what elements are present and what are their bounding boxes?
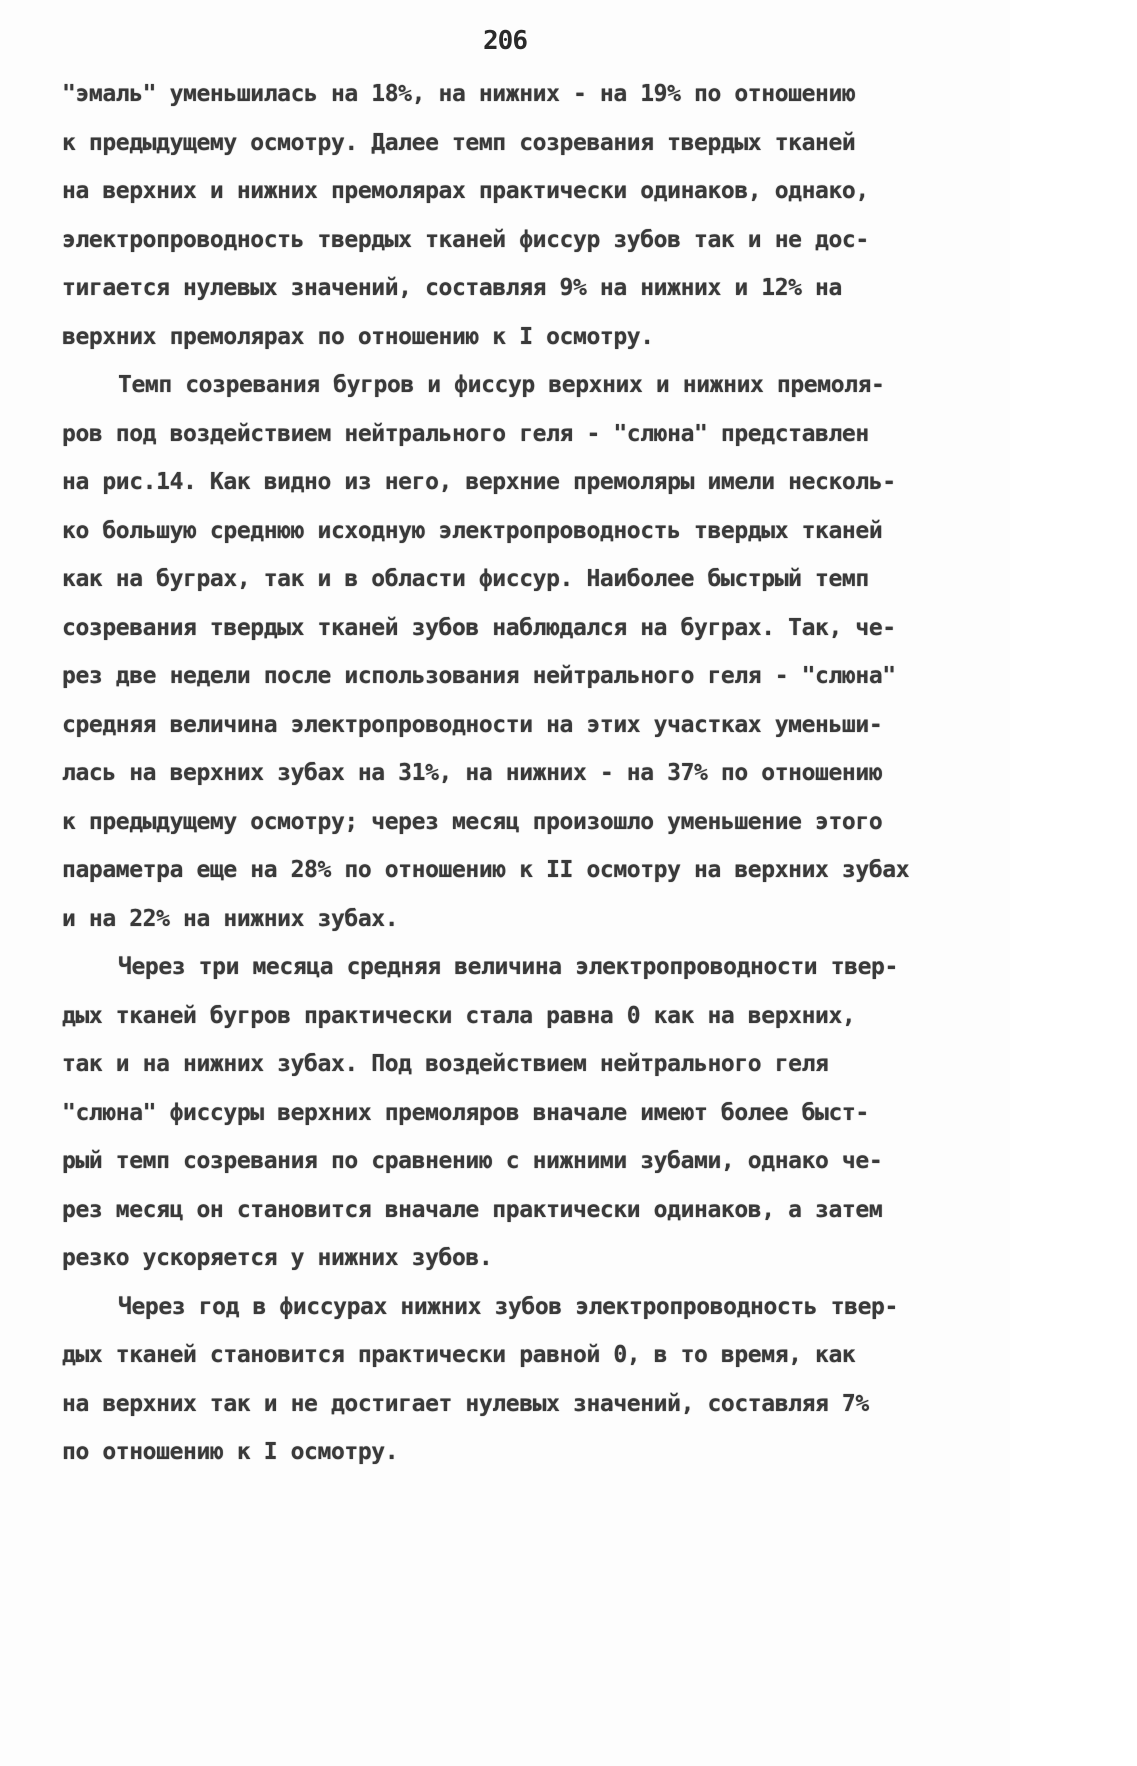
- text-line: дых тканей бугров практически стала равна 0 как на верхних,: [62, 1002, 856, 1029]
- text-line: Через три месяца средняя величина электропроводности твер-: [118, 954, 898, 980]
- text-line: "эмаль" уменьшилась на 18%, на нижних - на 19% по отношению: [62, 81, 856, 107]
- text-line: по отношению к I осмотру.: [62, 1439, 399, 1465]
- text-line: дых тканей становится практически равной 0, в то время, как: [62, 1342, 856, 1368]
- text-line: лась на верхних зубах на 31%, на нижних - на 37% по отношению: [62, 760, 883, 786]
- text-line: к предыдущему осмотру; через месяц произошло уменьшение этого: [62, 808, 883, 835]
- text-line: рез месяц он становится вначале практически одинаков, а затем: [62, 1196, 883, 1223]
- paragraph-1: [62, 70, 952, 361]
- text-line: ко большую среднюю исходную электропроводность твердых тканей: [62, 517, 883, 544]
- text-line: как на буграх, так и в области фиссур. Наиболее быстрый темп: [62, 566, 869, 592]
- text-line: созревания твердых тканей зубов наблюдался на буграх. Так, че-: [62, 614, 896, 641]
- text-line: к предыдущему осмотру. Далее темп созревания твердых тканей: [62, 129, 856, 156]
- text-line: на рис.14. Как видно из него, верхние премоляры имели несколь-: [62, 469, 896, 495]
- text-line: средняя величина электропроводности на этих участках уменьши-: [62, 711, 883, 738]
- body-text: [62, 70, 952, 1477]
- text-line: параметра еще на 28% по отношению к II осмотру на верхних зубах: [62, 857, 910, 883]
- text-line: так и на нижних зубах. Под воздействием нейтрального геля: [62, 1051, 829, 1077]
- text-line: и на 22% на нижних зубах.: [62, 905, 399, 932]
- text-line: тигается нулевых значений, составляя 9% на нижних и 12% на: [62, 275, 842, 301]
- paragraph-2: [62, 361, 952, 943]
- paragraph-4: [62, 1283, 952, 1477]
- text-line: на верхних и нижних премолярах практически одинаков, однако,: [62, 178, 869, 204]
- page-number: 206: [483, 26, 527, 56]
- paragraph-3: [62, 943, 952, 1283]
- text-line: рый темп созревания по сравнению с нижними зубами, однако че-: [62, 1148, 883, 1174]
- text-line: верхних премолярах по отношению к I осмотру.: [62, 323, 654, 350]
- text-line: Темп созревания бугров и фиссур верхних и нижних премоля-: [118, 372, 885, 398]
- text-line: Через год в фиссурах нижних зубов электропроводность твер-: [118, 1293, 898, 1320]
- text-line: ров под воздействием нейтрального геля - "слюна" представлен: [62, 420, 869, 447]
- text-line: рез две недели после использования нейтрального геля - "слюна": [62, 663, 896, 689]
- text-line: на верхних так и не достигает нулевых значений, составляя 7%: [62, 1390, 869, 1417]
- text-line: электропроводность твердых тканей фиссур зубов так и не дос-: [62, 226, 869, 253]
- text-line: "слюна" фиссуры верхних премоляров вначале имеют более быст-: [62, 1099, 869, 1126]
- text-line: резко ускоряется у нижних зубов.: [62, 1245, 493, 1271]
